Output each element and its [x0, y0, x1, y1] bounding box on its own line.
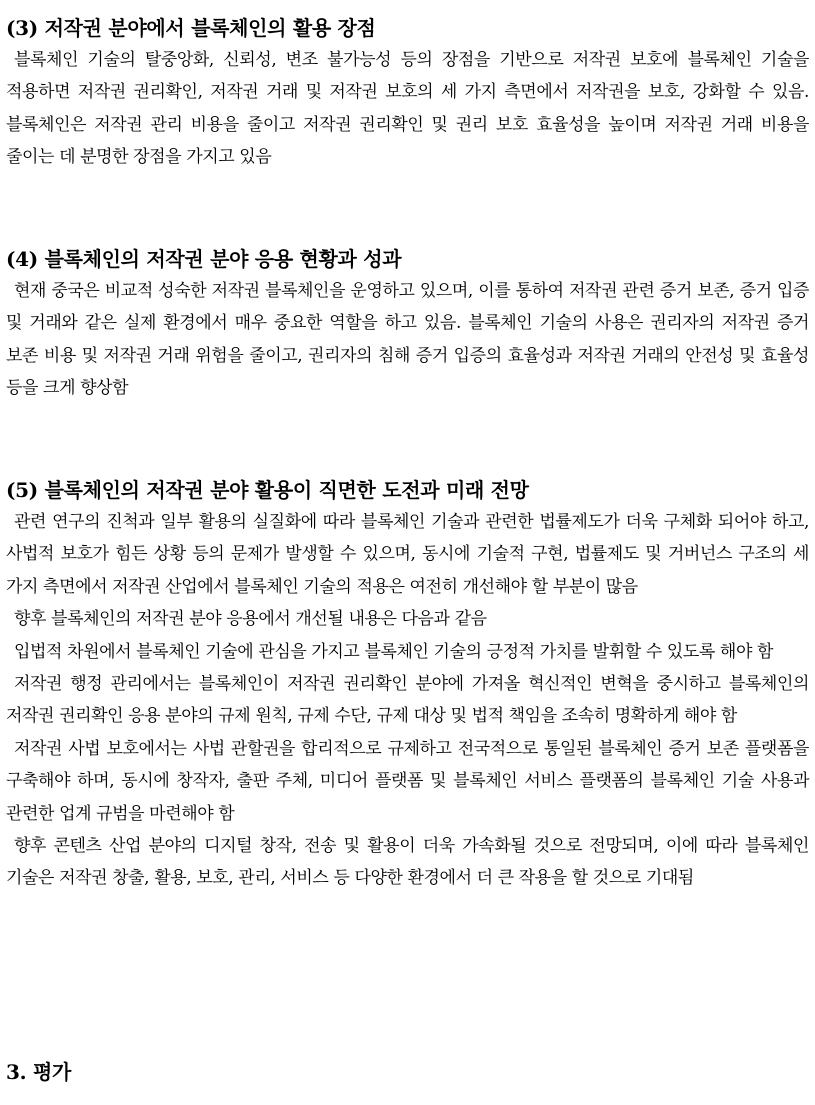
- paragraph: 저작권 행정 관리에서는 블록체인이 저작권 권리확인 분야에 가져올 혁신적인 변혁을 중시하고 블록체인의 저작권 권리확인 응용 분야의 규제 원칙, 규제 수단, 규제 대상 및 법적 책임을 조속히 명확하게 해야 함: [6, 674, 809, 727]
- section-heading: (4) 블록체인의 저작권 분야 응용 현황과 성과: [6, 247, 402, 271]
- section-application-status: [6, 243, 809, 405]
- paragraph: 관련 연구의 진척과 일부 활용의 실질화에 따라 블록체인 기술과 관련한 법률제도가 더욱 구체화 되어야 하고, 사법적 보호가 힘든 상황 등의 문제가 발생할 수 있으며, 동시에 기술적 구현, 법률제도 및 거버넌스 구조의 세 가지 측면에서 저작권 산업에서 블록체인 기술의 적용은 여전히 개선해야 할 부분이 많음: [6, 512, 809, 597]
- paragraph: 현재 중국은 비교적 성숙한 저작권 블록체인을 운영하고 있으며, 이를 통하여 저작권 관련 증거 보존, 증거 입증 및 거래와 같은 실제 환경에서 매우 중요한 역할을 하고 있음. 블록체인 기술의 사용은 권리자의 저작권 증거 보존 비용 및 저작권 거래 위험을 줄이고, 권리자의 침해 증거 입증의 효율성과 저작권 거래의 안전성 및 효율성 등을 크게 향상함: [6, 281, 809, 399]
- section-blockchain-advantages: [6, 12, 809, 174]
- paragraph: 블록체인 기술의 탈중앙화, 신뢰성, 변조 불가능성 등의 장점을 기반으로 저작권 보호에 블록체인 기술을 적용하면 저작권 권리확인, 저작권 거래 및 저작권 보호의 세 가지 측면에서 저작권을 보호, 강화할 수 있음. 블록체인은 저작권 관리 비용을 줄이고 저작권 권리확인 및 권리 보호 효율성을 높이며 저작권 거래 비용을 줄이는 데 분명한 장점을 가지고 있음: [6, 50, 809, 168]
- section-evaluation: [6, 1056, 809, 1088]
- section-heading: (5) 블록체인의 저작권 분야 활용이 직면한 도전과 미래 전망: [6, 478, 529, 502]
- paragraph: 저작권 사법 보호에서는 사법 관할권을 합리적으로 규제하고 전국적으로 통일된 블록체인 증거 보존 플랫폼을 구축해야 하며, 동시에 창작자, 출판 주체, 미디어 플랫폼 및 블록체인 서비스 플랫폼의 블록체인 기술 사용과 관련한 업계 규범을 마련해야 함: [6, 738, 809, 824]
- paragraph: 향후 콘텐츠 산업 분야의 디지털 창작, 전송 및 활용이 더욱 가속화될 것으로 전망되며, 이에 따라 블록체인 기술은 저작권 창출, 활용, 보호, 관리, 서비스 등 다양한 환경에서 더 큰 작용을 할 것으로 기대됨: [6, 836, 809, 889]
- paragraph: 입법적 차원에서 블록체인 기술에 관심을 가지고 블록체인 기술의 긍정적 가치를 발휘할 수 있도록 해야 함: [14, 641, 773, 662]
- section-challenges-outlook: [6, 474, 809, 895]
- paragraph: 향후 블록체인의 저작권 분야 응용에서 개선될 내용은 다음과 같음: [14, 609, 487, 630]
- section-heading: 3. 평가: [6, 1060, 71, 1084]
- section-heading: (3) 저작권 분야에서 블록체인의 활용 장점: [6, 16, 376, 40]
